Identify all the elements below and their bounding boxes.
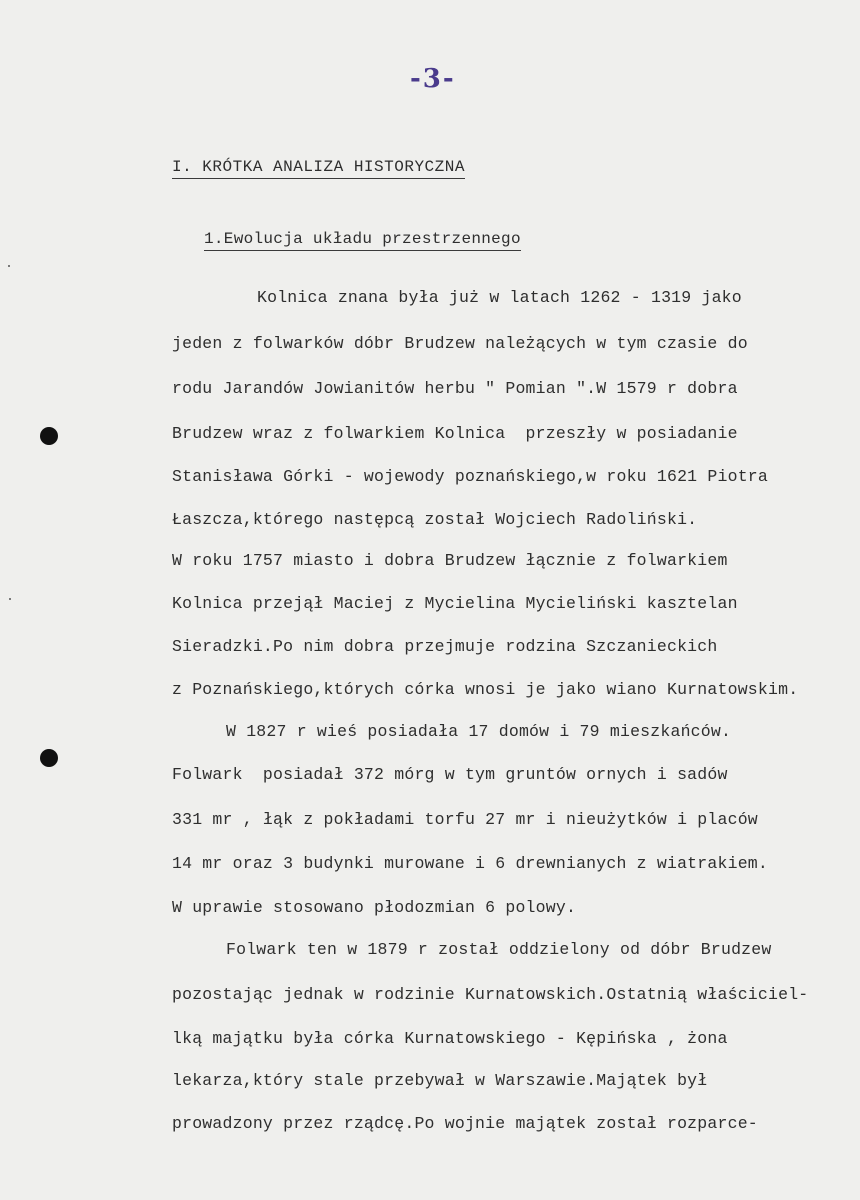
body-line-7: W roku 1757 miasto i dobra Brudzew łącznie z folwarkiem [172,551,728,570]
body-line-12: Folwark posiadał 372 mórg w tym gruntów ornych i sadów [172,765,728,784]
scan-speck [8,265,10,267]
body-line-9: Sieradzki.Po nim dobra przejmuje rodzina Szczanieckich [172,637,718,656]
body-line-10: z Poznańskiego,których córka wnosi je jako wiano Kurnatowskim. [172,680,799,699]
body-line-5: Stanisława Górki - wojewody poznańskiego,w roku 1621 Piotra [172,467,768,486]
scan-speck [9,598,11,600]
body-line-20: prowadzony przez rządcę.Po wojnie majątek został rozparce- [172,1114,758,1133]
punch-hole-bottom [40,749,58,767]
subsection-heading: 1.Ewolucja układu przestrzennego [204,230,521,251]
body-line-13: 331 mr , łąk z pokładami torfu 27 mr i nieużytków i placów [172,810,758,829]
body-line-17: pozostając jednak w rodzinie Kurnatowskich.Ostatnią właściciel- [172,985,809,1004]
body-line-11: W 1827 r wieś posiadała 17 domów i 79 mieszkańców. [226,722,732,741]
body-line-18: lką majątku była córka Kurnatowskiego - Kępińska , żona [172,1029,728,1048]
body-line-14: 14 mr oraz 3 budynki murowane i 6 drewnianych z wiatrakiem. [172,854,768,873]
body-line-4: Brudzew wraz z folwarkiem Kolnica przeszły w posiadanie [172,424,738,443]
page-number: -3- [410,64,456,94]
section-heading: I. KRÓTKA ANALIZA HISTORYCZNA [172,158,465,179]
body-line-2: jeden z folwarków dóbr Brudzew należących w tym czasie do [172,334,748,353]
body-line-16: Folwark ten w 1879 r został oddzielony od dóbr Brudzew [226,940,772,959]
body-line-6: Łaszcza,którego następcą został Wojciech Radoliński. [172,510,698,529]
body-line-19: lekarza,który stale przebywał w Warszawie.Majątek był [172,1071,708,1090]
body-line-8: Kolnica przejął Maciej z Mycielina Mycieliński kasztelan [172,594,738,613]
punch-hole-top [40,427,58,445]
body-line-3: rodu Jarandów Jowianitów herbu " Pomian ".W 1579 r dobra [172,379,738,398]
body-line-15: W uprawie stosowano płodozmian 6 polowy. [172,898,577,917]
body-line-1: Kolnica znana była już w latach 1262 - 1319 jako [257,288,742,307]
